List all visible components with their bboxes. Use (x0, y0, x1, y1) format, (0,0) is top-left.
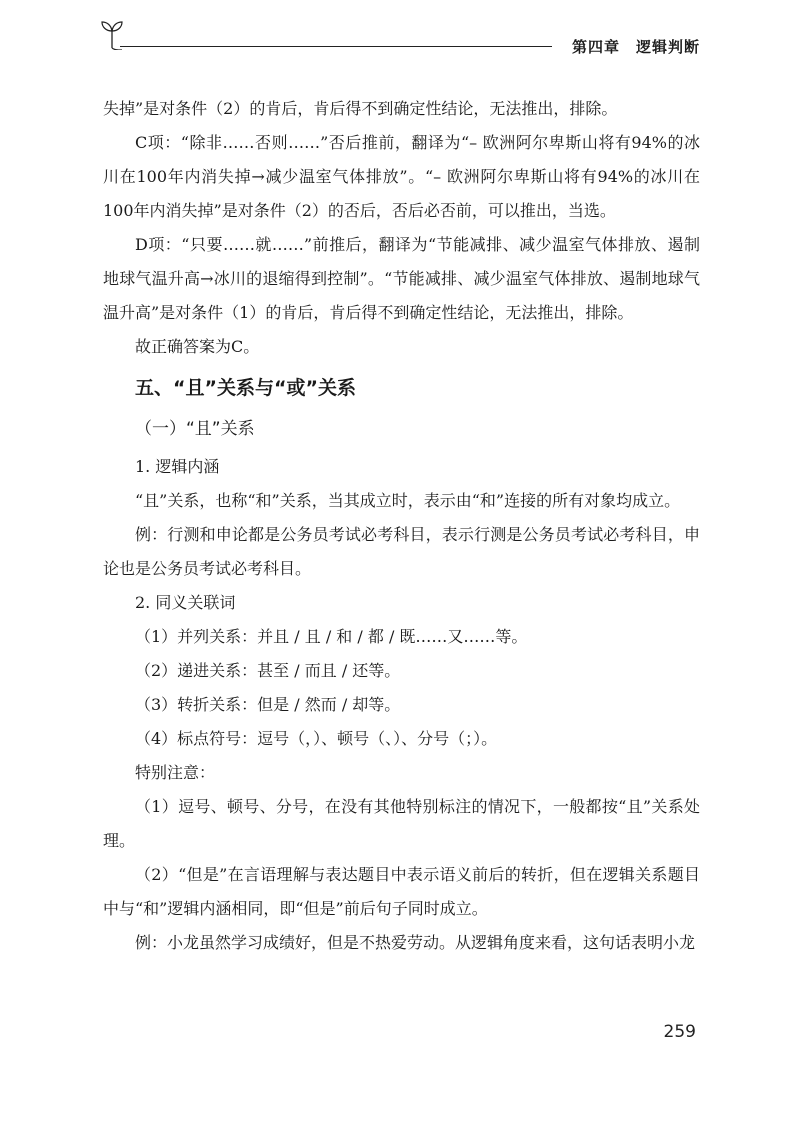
paragraph-definition: “且”关系，也称“和”关系，当其成立时，表示由“和”连接的所有对象均成立。 (135, 491, 681, 510)
note-label: 特别注意： (135, 763, 216, 782)
note-item-1: （1）逗号、顿号、分号，在没有其他特别标注的情况下，一般都按“且”关系处理。 (103, 797, 700, 850)
page-body (103, 92, 700, 960)
paragraph-1: 失掉”是对条件（2）的肯后，肯后得不到确定性结论，无法推出，排除。 (103, 99, 618, 118)
header-rule (120, 46, 552, 47)
section-heading: 五、“且”关系与“或”关系 (135, 377, 356, 399)
paragraph-option-d: D项：“只要……就……”前推后，翻译为“节能减排、减少温室气体排放、遏制地球气温升高→冰川的退缩得到控制”。“节能减排、减少温室气体排放、遏制地球气温升高”是对条件（1）的肯后，肯后得不到确定性结论，无法推出，排除。 (103, 235, 700, 322)
list-item-punctuation: （4）标点符号：逗号（，）、顿号（、）、分号（；）。 (135, 729, 498, 748)
paragraph-answer: 故正确答案为C。 (135, 337, 260, 356)
subheading-logic-meaning: 1. 逻辑内涵 (135, 457, 220, 476)
list-item-parallel: （1）并列关系：并且 / 且 / 和 / 都 / 既……又……等。 (135, 627, 528, 646)
list-item-contrast: （3）转折关系：但是 / 然而 / 却等。 (135, 695, 401, 714)
page-number: 259 (663, 1022, 696, 1042)
subheading-synonyms: 2. 同义关联词 (135, 593, 236, 612)
paragraph-example-1: 例：行测和申论都是公务员考试必考科目，表示行测是公务员考试必考科目，申论也是公务员考试必考科目。 (103, 525, 700, 578)
paragraph-option-c: C项：“除非……否则……”否后推前，翻译为“– 欧洲阿尔卑斯山将有94%的冰川在100年内消失掉→减少温室气体排放”。“– 欧洲阿尔卑斯山将有94%的冰川在100年内消失掉”是对条件（2）的否后，否后必否前，可以推出，当选。 (103, 133, 700, 220)
subsection-heading: （一）“且”关系 (135, 419, 255, 439)
chapter-title: 第四章 逻辑判断 (571, 38, 700, 56)
paragraph-example-2: 例：小龙虽然学习成绩好，但是不热爱劳动。从逻辑角度来看，这句话表明小龙 (135, 933, 696, 952)
note-item-2: （2）“但是”在言语理解与表达题目中表示语义前后的转折，但在逻辑关系题目中与“和”逻辑内涵相同，即“但是”前后句子同时成立。 (103, 865, 700, 918)
list-item-progressive: （2）递进关系：甚至 / 而且 / 还等。 (135, 661, 401, 680)
page-header (100, 14, 700, 54)
